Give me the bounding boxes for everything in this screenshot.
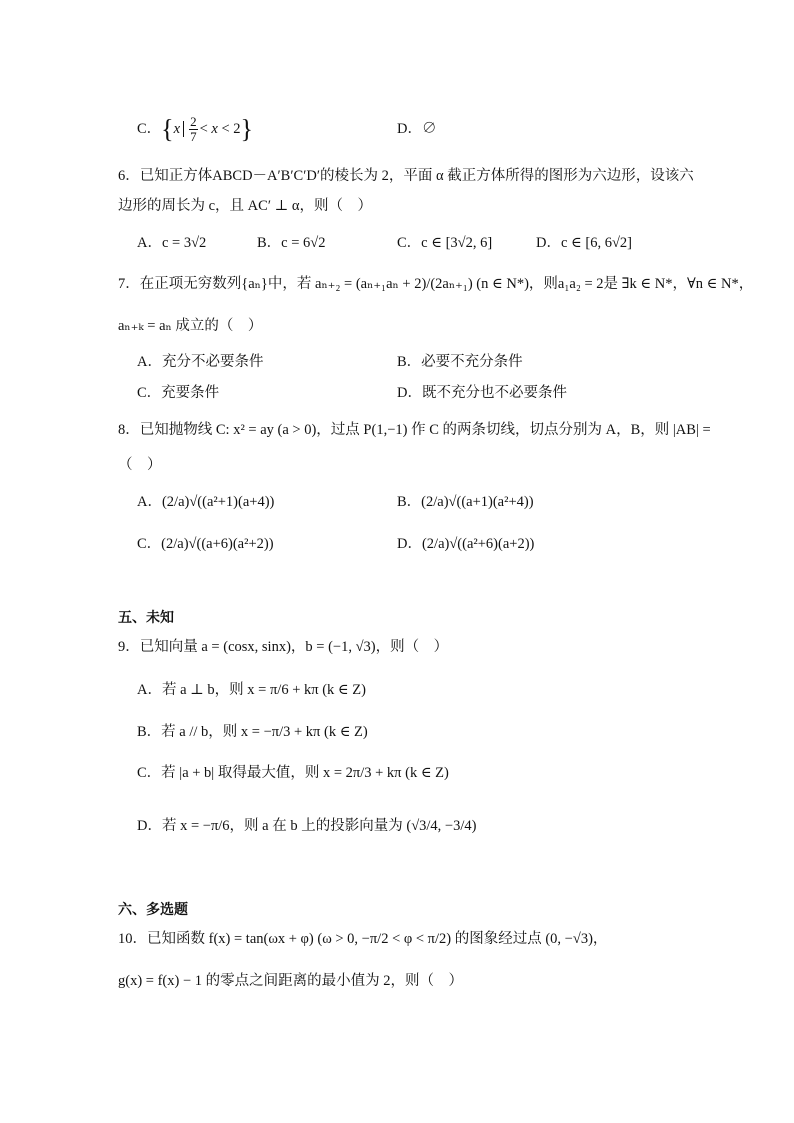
q6-stem-line1: 6．已知正方体ABCD－A′B′C′D′的棱长为 2，平面 α 截正方体所得的图形为六边形，设该六 bbox=[118, 168, 694, 184]
q9-option-b: B．若 a // b，则 x = −π/3 + kπ (k ∈ Z) bbox=[137, 724, 368, 740]
q6-option-a: A．c = 3√2 bbox=[137, 235, 207, 251]
q7-option-b: B．必要不充分条件 bbox=[397, 354, 523, 370]
q7-option-d: D．既不充分也不必要条件 bbox=[397, 385, 567, 401]
q9-option-d: D．若 x = −π/6，则 a 在 b 上的投影向量为 (√3/4, −3/4) bbox=[137, 818, 477, 834]
q8-option-b: B．(2/a)√((a+1)(a²+4)) bbox=[397, 494, 534, 510]
q8-stem-line1: 8．已知抛物线 C: x² = ay (a > 0)，过点 P(1,−1) 作 C 的两条切线，切点分别为 A，B，则 |AB| = bbox=[118, 422, 711, 438]
section-heading-5: 五、未知 bbox=[118, 610, 174, 626]
q8-option-a: A．(2/a)√((a²+1)(a+4)) bbox=[137, 494, 275, 510]
q5-option-c: C．{x $\frac{2}{7}$ < x < 2} bbox=[137, 114, 254, 144]
section-heading-6: 六、多选题 bbox=[118, 902, 188, 918]
q7-stem-line1: 7．在正项无穷数列{aₙ}中，若 aₙ₊₂ = (aₙ₊₁aₙ + 2)/(2aₙ₊₁) (n ∈ N*)，则a₁a₂ = 2是 ∃k ∈ N*，∀n ∈ N*， bbox=[118, 276, 754, 292]
q6-option-c: C．c ∈ [3√2, 6] bbox=[397, 235, 493, 251]
q8-option-d: D．(2/a)√((a²+6)(a+2)) bbox=[397, 536, 535, 552]
q9-option-c: C．若 |a + b| 取得最大值，则 x = 2π/3 + kπ (k ∈ Z) bbox=[137, 765, 449, 781]
q7-option-a: A．充分不必要条件 bbox=[137, 354, 264, 370]
q9-stem: 9．已知向量 a = (cosx, sinx)，b = (−1, √3)，则（ ） bbox=[118, 639, 449, 655]
q6-option-d: D．c ∈ [6, 6√2] bbox=[536, 235, 633, 251]
q10-stem-line1: 10．已知函数 f(x) = tan(ωx + φ) (ω > 0, −π/2 < φ < π/2) 的图象经过点 (0, −√3)， bbox=[118, 931, 608, 947]
q6-stem-line2: 边形的周长为 c，且 AC′ ⊥ α，则（ ） bbox=[118, 198, 372, 214]
q6-option-b: B．c = 6√2 bbox=[257, 235, 326, 251]
q9-option-a: A．若 a ⊥ b，则 x = π/6 + kπ (k ∈ Z) bbox=[137, 682, 366, 698]
q7-stem-line2: aₙ₊ₖ = aₙ 成立的（ ） bbox=[118, 318, 263, 334]
q8-option-c: C．(2/a)√((a+6)(a²+2)) bbox=[137, 536, 274, 552]
q8-stem-line2: （ ） bbox=[118, 457, 162, 473]
q5-option-d: D．∅ bbox=[397, 121, 437, 137]
q7-option-c: C．充要条件 bbox=[137, 385, 220, 401]
q10-stem-line2: g(x) = f(x) − 1 的零点之间距离的最小值为 2，则（ ） bbox=[118, 973, 463, 989]
